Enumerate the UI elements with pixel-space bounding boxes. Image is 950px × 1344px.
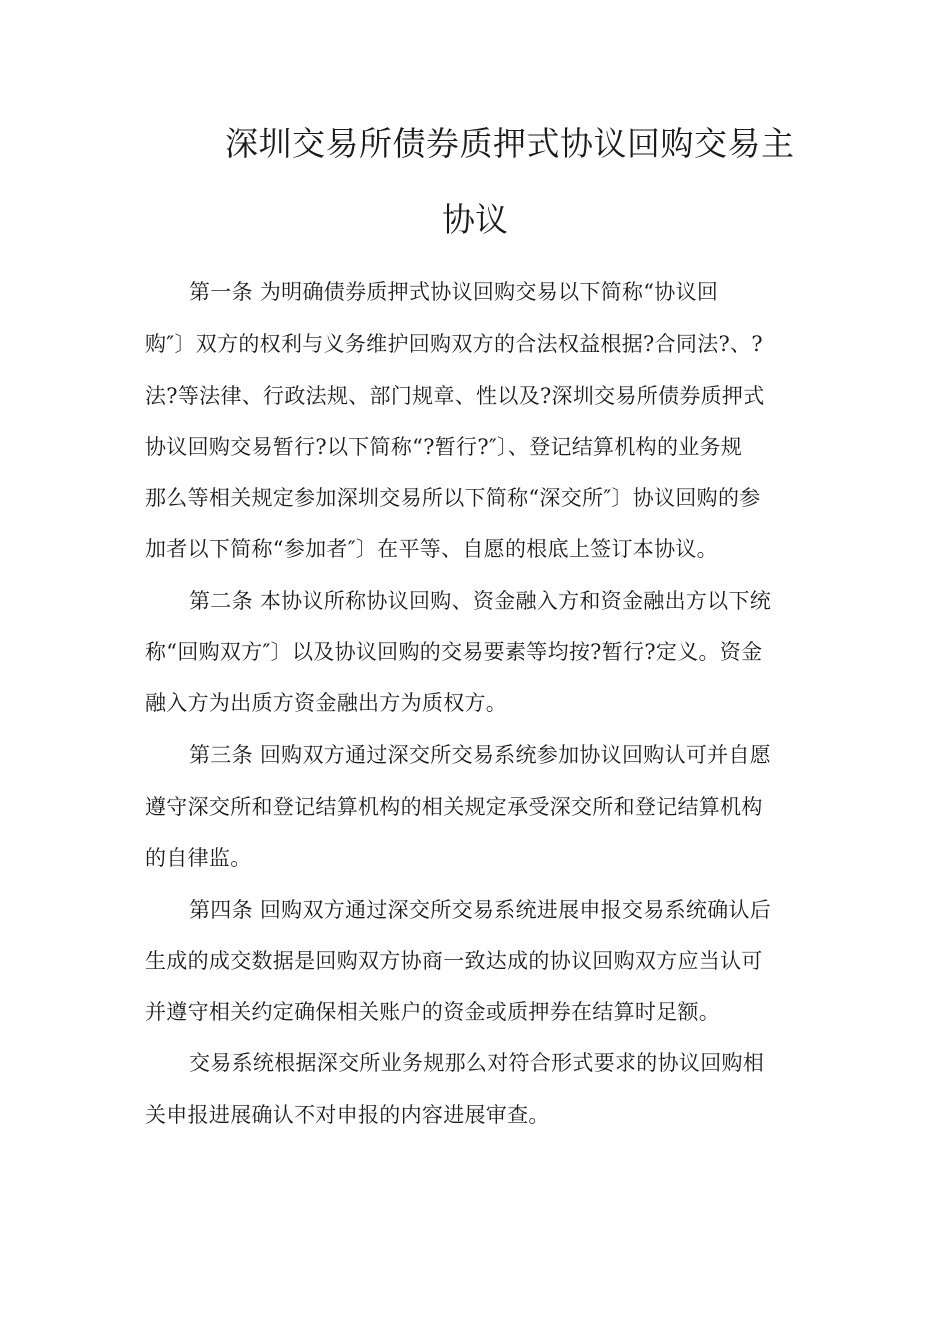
article-3-line-2: 遵守深交所和登记结算机构的相关规定承受深交所和登记结算机构 <box>145 795 763 819</box>
article-1-line-3: 法?等法律、行政法规、部门规章、性以及?深圳交易所债券质押式 <box>145 384 765 408</box>
article-1-line-4: 协议回购交易暂行?以下简称“?暂行?″〕、登记结算机构的业务规 <box>145 435 743 459</box>
document-title-line-2: 协议 <box>442 200 508 239</box>
article-1-line-2: 购″〕双方的权利与义务维护回购双方的合法权益根据?合同法?、? <box>145 332 763 356</box>
article-2-line-2: 称“回购双方″〕以及协议回购的交易要素等均按?暂行?定义。资金 <box>145 640 763 664</box>
article-1-line-5: 那么等相关规定参加深圳交易所以下简称“深交所″〕协议回购的参 <box>145 486 761 510</box>
article-3-line-1: 第三条 回购双方通过深交所交易系统参加协议回购认可并自愿 <box>189 743 772 767</box>
document-title-line-1: 深圳交易所债券质押式协议回购交易主 <box>225 124 795 163</box>
article-4-line-2: 生成的成交数据是回购双方协商一致达成的协议回购双方应当认可 <box>145 949 763 973</box>
article-4-line-1: 第四条 回购双方通过深交所交易系统进展申报交易系统确认后 <box>189 898 772 922</box>
article-1-line-1: 第一条 为明确债券质押式协议回购交易以下简称“协议回 <box>189 280 719 304</box>
paragraph-line-2: 关申报进展确认不对申报的内容进展审查。 <box>145 1103 550 1127</box>
article-4-line-3: 并遵守相关约定确保相关账户的资金或质押券在结算时足额。 <box>145 1000 721 1024</box>
article-1-line-6: 加者以下简称“参加者″〕在平等、自愿的根底上签订本协议。 <box>145 537 718 561</box>
article-2-line-3: 融入方为出质方资金融出方为质权方。 <box>145 691 508 715</box>
article-2-line-1: 第二条 本协议所称协议回购、资金融入方和资金融出方以下统 <box>189 589 772 613</box>
article-3-line-3: 的自律监。 <box>145 846 252 870</box>
paragraph-line-1: 交易系统根据深交所业务规那么对符合形式要求的协议回购相 <box>189 1051 765 1075</box>
